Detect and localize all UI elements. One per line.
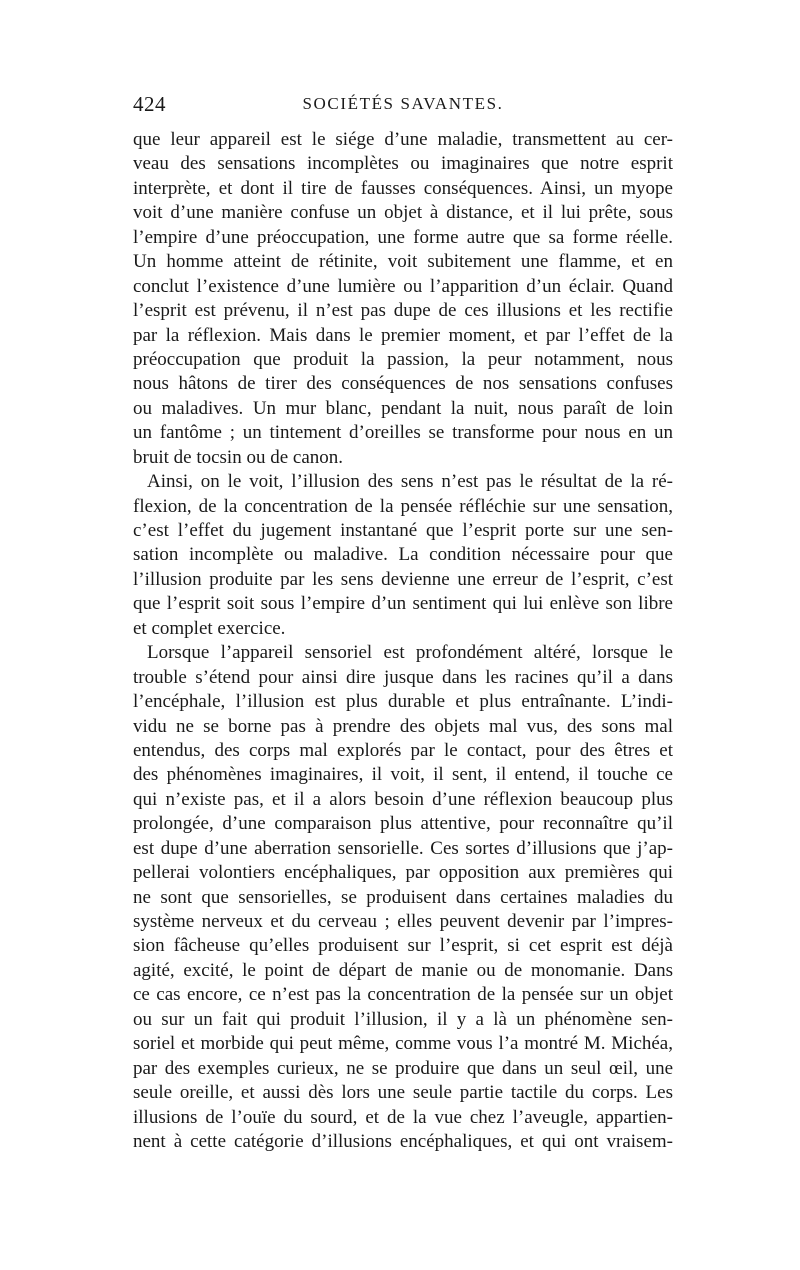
text-line: bruit de tocsin ou de canon.	[133, 446, 344, 468]
text-line: ou sur un fait qui produit l’illusion, il y a là un phénomène sen-	[133, 1008, 673, 1030]
text-line: soriel et morbide qui peut même, comme vous l’a montré M. Michéa,	[133, 1033, 673, 1055]
text-line: veau des sensations incomplètes ou imaginaires que notre esprit	[133, 153, 673, 175]
text-line: nous hâtons de tirer des conséquences de nos sensations confuses	[133, 373, 673, 395]
running-head	[133, 92, 673, 118]
text-line: que l’esprit soit sous l’empire d’un sentiment qui lui enlève son libre	[133, 593, 673, 615]
text-line: vidu ne se borne pas à prendre des objets mal vus, des sons mal	[133, 715, 673, 737]
text-line: qui n’existe pas, et il a alors besoin d’une réflexion beaucoup plus	[133, 788, 673, 810]
text-line: conclut l’existence d’une lumière ou l’apparition d’un éclair. Quand	[133, 275, 673, 297]
text-line: Ainsi, on le voit, l’illusion des sens n’est pas le résultat de la ré-	[147, 471, 673, 493]
text-line: des phénomènes imaginaires, il voit, il sent, il entend, il touche ce	[133, 764, 673, 786]
text-line: seule oreille, et aussi dès lors une seule partie tactile du corps. Les	[133, 1082, 673, 1104]
text-line: ne sont que sensorielles, se produisent dans certaines maladies du	[133, 886, 673, 908]
body-text	[133, 128, 673, 1154]
text-line: Un homme atteint de rétinite, voit subitement une flamme, et en	[133, 251, 673, 273]
text-line: Lorsque l’appareil sensoriel est profondément altéré, lorsque le	[147, 642, 673, 664]
text-line: un fantôme ; un tintement d’oreilles se transforme pour nous en un	[133, 422, 673, 444]
text-line: prolongée, d’une comparaison plus attentive, pour reconnaître qu’il	[133, 813, 673, 835]
text-line: l’empire d’une préoccupation, une forme autre que sa forme réelle.	[133, 226, 673, 248]
text-line: ce cas encore, ce n’est pas la concentration de la pensée sur un objet	[133, 984, 673, 1006]
text-line: voit d’une manière confuse un objet à distance, et il lui prête, sous	[133, 202, 673, 224]
text-line: et complet exercice.	[133, 617, 286, 639]
text-line: que leur appareil est le siége d’une maladie, transmettent au cer-	[133, 129, 673, 150]
text-line: c’est l’effet du jugement instantané que l’esprit porte sur une sen-	[133, 520, 673, 541]
text-line: système nerveux et du cerveau ; elles peuvent devenir par l’impres-	[133, 911, 673, 932]
text-line: l’esprit est prévenu, il n’est pas dupe de ces illusions et les rectifie	[133, 300, 673, 322]
text-line: interprète, et dont il tire de fausses conséquences. Ainsi, un myope	[133, 177, 673, 199]
text-line: préoccupation que produit la passion, la peur notamment, nous	[133, 348, 673, 370]
text-line: nent à cette catégorie d’illusions encéphaliques, et qui ont vraisem-	[133, 1130, 673, 1152]
text-line: entendus, des corps mal explorés par le contact, pour des êtres et	[133, 739, 673, 761]
text-line: trouble s’étend pour ainsi dire jusque dans les racines qu’il a dans	[133, 666, 673, 688]
text-line: agité, excité, le point de départ de manie ou de monomanie. Dans	[133, 959, 673, 981]
text-line: l’illusion produite par les sens devienne une erreur de l’esprit, c’est	[133, 568, 673, 590]
text-line: sation incomplète ou maladive. La condition nécessaire pour que	[133, 544, 673, 566]
text-line: flexion, de la concentration de la pensée réfléchie sur une sensation,	[133, 495, 673, 517]
text-line: sion fâcheuse qu’elles produisent sur l’esprit, si cet esprit est déjà	[133, 935, 673, 957]
text-line: par des exemples curieux, ne se produire que dans un seul œil, une	[133, 1057, 673, 1079]
text-line: ou maladives. Un mur blanc, pendant la nuit, nous paraît de loin	[133, 397, 673, 419]
text-line: illusions de l’ouïe du sourd, et de la vue chez l’aveugle, appartien-	[133, 1106, 673, 1128]
text-line: par la réflexion. Mais dans le premier moment, et par l’effet de la	[133, 324, 673, 346]
text-line: est dupe d’une aberration sensorielle. Ces sortes d’illusions que j’ap-	[133, 837, 673, 859]
text-line: pellerai volontiers encéphaliques, par opposition aux premières qui	[133, 862, 673, 884]
text-line: l’encéphale, l’illusion est plus durable et plus entraînante. L’indi-	[133, 691, 673, 713]
page-number: 424	[133, 92, 166, 116]
running-title: SOCIÉTÉS SAVANTES.	[302, 94, 504, 113]
